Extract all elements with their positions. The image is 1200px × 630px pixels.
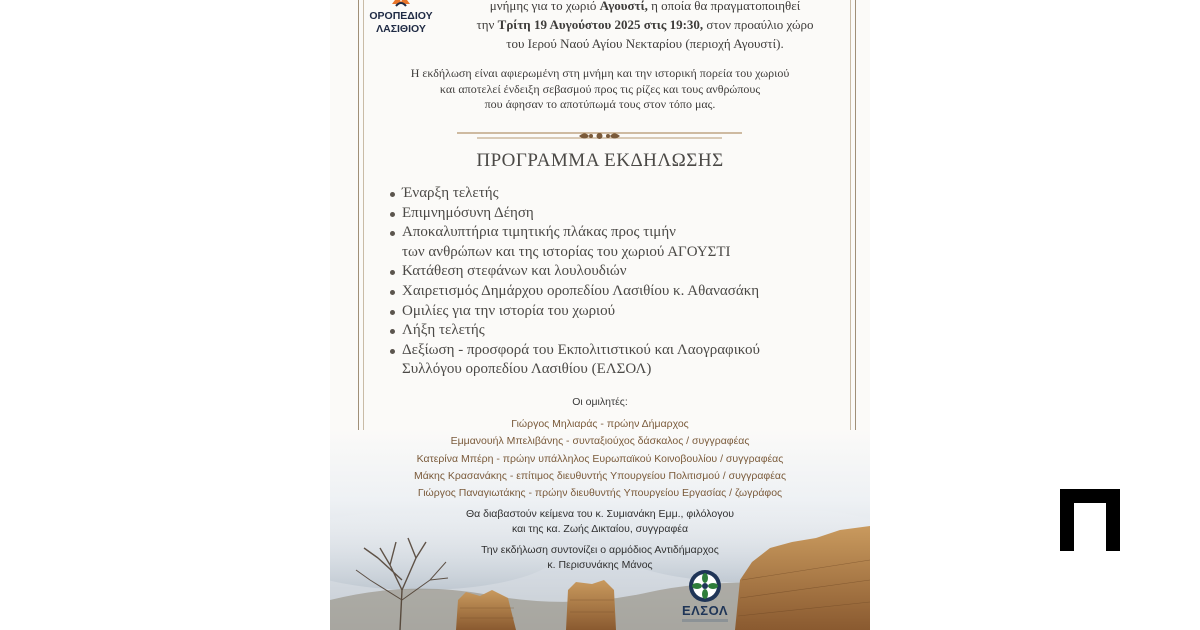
- program-item-line: Επιμνημόσυνη Δέηση: [402, 204, 534, 221]
- program-item-line: Κατάθεση στεφάνων και λουλουδιών: [402, 263, 627, 280]
- intro-line-2-post: στον προαύλιο χώρο: [703, 17, 814, 32]
- program-item: [388, 204, 760, 224]
- intro-line-1-pre: μνήμης για το χωριό: [489, 0, 600, 13]
- speaker-item: Γιώργος Μηλιαράς - πρώην Δήμαρχος: [511, 418, 689, 430]
- coordination-line: κ. Περισυνάκης Μάνος: [547, 558, 653, 571]
- speaker-item: Κατερίνα Μπέρη - πρώην υπάλληλος Ευρωπαϊκού Κοινοβουλίου / συγγραφέας: [416, 452, 784, 465]
- bullet-icon: [390, 231, 395, 236]
- site-brand-mark-icon[interactable]: [1060, 489, 1120, 551]
- intro-line-1-post: η οποία θα πραγματοποιηθεί: [647, 0, 801, 13]
- bullet-icon: [390, 270, 395, 275]
- municipality-emblem-icon: [390, 0, 412, 8]
- coordination-line: Την εκδήλωση συντονίζει ο αρμόδιος Αντιδήμαρχος: [481, 544, 719, 556]
- speaker-item: Γιώργος Παναγιωτάκης - πρώην διευθυντής Υπουργείου Εργασίας / ζωγράφος: [417, 487, 783, 500]
- bullet-icon: [390, 212, 395, 217]
- program-item: [388, 341, 760, 380]
- municipality-logo-line2: ΛΑΣΙΘΙΟΥ: [376, 23, 426, 35]
- speaker-list: [330, 416, 870, 502]
- program-item-line: Συλλόγου οροπεδίου Λασιθίου (ΕΛΣΟΛ): [402, 361, 652, 378]
- event-poster: [330, 0, 870, 630]
- bullet-icon: [390, 329, 395, 334]
- dedication-line: που άφησαν το αποτύπωμά τους στον τόπο μας.: [484, 97, 716, 111]
- program-item-line: Ομιλίες για την ιστορία του χωριού: [402, 302, 616, 319]
- speaker-item: Μάκης Κρασανάκης - επίτιμος διευθυντής Υπουργείου Πολιτισμού / συγγραφέας: [413, 469, 787, 482]
- readings-line: και της κα. Ζωής Δικταίου, συγγραφέα: [511, 522, 689, 535]
- program-item-line: Έναρξη τελετής: [402, 185, 499, 201]
- intro-line-2: [445, 15, 845, 34]
- program-item-line: Λήξη τελετής: [402, 322, 485, 339]
- intro-line-2-pre: την: [476, 17, 498, 32]
- program-list: [388, 184, 760, 380]
- program-item: [388, 262, 760, 282]
- bullet-icon: [390, 290, 395, 295]
- event-date-time: Τρίτη 19 Αυγούστου 2025 στις 19:30,: [497, 17, 704, 32]
- intro-village-name: Αγουστί,: [599, 0, 648, 13]
- program-item: [388, 321, 760, 341]
- coordination-note: [330, 543, 870, 572]
- readings-line: Θα διαβαστούν κείμενα του κ. Συμιανάκη Εμμ., φιλόλογου: [465, 508, 735, 520]
- program-item: [388, 282, 760, 302]
- dedication-line: Η εκδήλωση είναι αφιερωμένη στη μνήμη και την ιστορική πορεία του χωριού: [410, 66, 790, 80]
- intro-text: [445, 0, 845, 53]
- intro-line-3: του Ιερού Ναού Αγίου Νεκταρίου (περιοχή Αγουστί).: [506, 36, 784, 51]
- bullet-icon: [390, 310, 395, 315]
- program-item: [388, 302, 760, 322]
- program-item-line: Αποκαλυπτήρια τιμητικής πλάκας προς τιμήν: [402, 224, 676, 241]
- program-item-line: Δεξίωση - προσφορά του Εκπολιτιστικού και Λαογραφικού: [402, 341, 760, 358]
- program-item-line: των ανθρώπων και της ιστορίας του χωριού ΑΓΟΥΣΤΙ: [402, 243, 731, 260]
- program-item: [388, 184, 760, 204]
- ornament-divider: [457, 128, 742, 144]
- speakers-heading: Οι ομιλητές:: [572, 396, 628, 408]
- elsol-emblem-icon: [688, 569, 722, 603]
- program-title: ΠΡΟΓΡΑΜΜΑ ΕΚΔΗΛΩΣΗΣ: [476, 150, 724, 171]
- elsol-logo-subline: [682, 619, 728, 622]
- elsol-logo-text: ΕΛΣΟΛ: [681, 603, 729, 618]
- intro-line-1: [445, 0, 845, 15]
- program-item-line: Χαιρετισμός Δημάρχου οροπεδίου Λασιθίου κ. Αθανασάκη: [402, 282, 760, 299]
- municipality-logo: [362, 0, 440, 40]
- elsol-logo: [680, 569, 730, 627]
- speaker-item: Εμμανουήλ Μπελιβάνης - συνταξιούχος δάσκαλος / συγγραφέας: [450, 435, 750, 448]
- municipality-logo-line1: ΟΡΟΠΕΔΙΟΥ: [369, 10, 433, 22]
- readings-note: [330, 507, 870, 536]
- bullet-icon: [390, 349, 395, 354]
- dedication-paragraph: [370, 66, 830, 113]
- dedication-line: και αποτελεί ένδειξη σεβασμού προς τις ρίζες και τους ανθρώπους: [439, 81, 761, 96]
- bullet-icon: [390, 192, 395, 197]
- program-item: [388, 223, 760, 262]
